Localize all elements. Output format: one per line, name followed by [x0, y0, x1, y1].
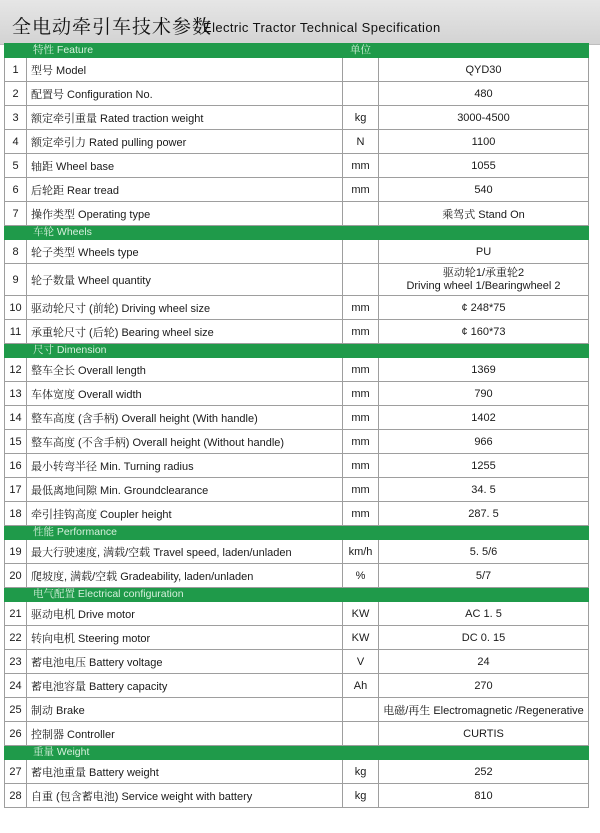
row-number: 2 — [5, 82, 27, 106]
feature-cell: 蓄电池容量 Battery capacity — [27, 674, 343, 698]
unit-cell: mm — [343, 154, 379, 178]
feature-cell: 最小转弯半径 Min. Turning radius — [27, 454, 343, 478]
section-unit-header: 单位 — [343, 44, 379, 58]
value-cell: QYD30 — [379, 58, 589, 82]
table-row — [5, 296, 589, 320]
table-row — [5, 698, 589, 722]
table-row — [5, 358, 589, 382]
section-spacer — [5, 588, 27, 602]
table-row — [5, 320, 589, 344]
section-label: 性能 Performance — [27, 526, 343, 540]
unit-cell: mm — [343, 382, 379, 406]
value-cell: 乘驾式 Stand On — [379, 202, 589, 226]
unit-cell — [343, 240, 379, 264]
table-row — [5, 106, 589, 130]
value-cell: 34. 5 — [379, 478, 589, 502]
feature-cell: 驱动轮尺寸 (前轮) Driving wheel size — [27, 296, 343, 320]
unit-cell: V — [343, 650, 379, 674]
unit-cell — [343, 722, 379, 746]
spec-table — [4, 43, 589, 808]
unit-cell — [343, 82, 379, 106]
unit-cell: Ah — [343, 674, 379, 698]
feature-cell: 整车高度 (不含手柄) Overall height (Without handle) — [27, 430, 343, 454]
table-row — [5, 130, 589, 154]
section-value-spacer — [379, 526, 589, 540]
row-number: 15 — [5, 430, 27, 454]
value-cell: 540 — [379, 178, 589, 202]
table-row — [5, 430, 589, 454]
table-row — [5, 722, 589, 746]
unit-cell — [343, 698, 379, 722]
row-number: 26 — [5, 722, 27, 746]
unit-cell: mm — [343, 320, 379, 344]
section-label: 车轮 Wheels — [27, 226, 343, 240]
row-number: 20 — [5, 564, 27, 588]
unit-cell: mm — [343, 406, 379, 430]
feature-cell: 轮子数量 Wheel quantity — [27, 264, 343, 296]
value-cell: 287. 5 — [379, 502, 589, 526]
row-number: 14 — [5, 406, 27, 430]
row-number: 25 — [5, 698, 27, 722]
value-line-1: 驱动轮1/承重轮2 — [442, 266, 525, 279]
unit-cell: km/h — [343, 540, 379, 564]
section-header-row — [5, 588, 589, 602]
section-unit-header — [343, 746, 379, 760]
value-line-2: Driving wheel 1/Bearingwheel 2 — [406, 279, 561, 292]
row-number: 19 — [5, 540, 27, 564]
table-row — [5, 626, 589, 650]
table-row — [5, 760, 589, 784]
table-row — [5, 650, 589, 674]
section-label: 特性 Feature — [27, 44, 343, 58]
section-spacer — [5, 526, 27, 540]
row-number: 12 — [5, 358, 27, 382]
page-header — [0, 0, 600, 45]
feature-cell: 额定牵引重量 Rated traction weight — [27, 106, 343, 130]
unit-cell: kg — [343, 106, 379, 130]
row-number: 4 — [5, 130, 27, 154]
feature-cell: 控制器 Controller — [27, 722, 343, 746]
unit-cell: mm — [343, 502, 379, 526]
table-row — [5, 602, 589, 626]
unit-cell: kg — [343, 760, 379, 784]
value-cell: 5/7 — [379, 564, 589, 588]
feature-cell: 蓄电池重量 Battery weight — [27, 760, 343, 784]
feature-cell: 制动 Brake — [27, 698, 343, 722]
section-header-row — [5, 226, 589, 240]
unit-cell: mm — [343, 178, 379, 202]
section-label: 尺寸 Dimension — [27, 344, 343, 358]
value-cell: 1402 — [379, 406, 589, 430]
feature-cell: 后轮距 Rear tread — [27, 178, 343, 202]
row-number: 23 — [5, 650, 27, 674]
table-row — [5, 564, 589, 588]
unit-cell: KW — [343, 602, 379, 626]
value-cell: PU — [379, 240, 589, 264]
unit-cell: KW — [343, 626, 379, 650]
feature-cell: 最低离地间隙 Min. Groundclearance — [27, 478, 343, 502]
section-unit-header — [343, 226, 379, 240]
value-cell: 270 — [379, 674, 589, 698]
row-number: 18 — [5, 502, 27, 526]
value-cell: 480 — [379, 82, 589, 106]
title-english: Electric Tractor Technical Specification — [203, 20, 441, 35]
section-value-spacer — [379, 588, 589, 602]
table-row — [5, 674, 589, 698]
unit-cell: kg — [343, 784, 379, 808]
table-row — [5, 382, 589, 406]
feature-cell: 转向电机 Steering motor — [27, 626, 343, 650]
table-row — [5, 540, 589, 564]
row-number: 13 — [5, 382, 27, 406]
unit-cell: mm — [343, 430, 379, 454]
unit-cell — [343, 264, 379, 296]
table-row — [5, 202, 589, 226]
value-cell: 810 — [379, 784, 589, 808]
table-row — [5, 502, 589, 526]
feature-cell: 整车高度 (含手柄) Overall height (With handle) — [27, 406, 343, 430]
feature-cell: 轮子类型 Wheels type — [27, 240, 343, 264]
section-header-row — [5, 746, 589, 760]
row-number: 27 — [5, 760, 27, 784]
feature-cell: 最大行驶速度, 满载/空载 Travel speed, laden/unladen — [27, 540, 343, 564]
value-cell: 电磁/再生 Electromagnetic /Regenerative — [379, 698, 589, 722]
section-header-row — [5, 344, 589, 358]
row-number: 28 — [5, 784, 27, 808]
feature-cell: 整车全长 Overall length — [27, 358, 343, 382]
unit-cell: mm — [343, 454, 379, 478]
unit-cell: mm — [343, 478, 379, 502]
row-number: 5 — [5, 154, 27, 178]
feature-cell: 操作类型 Operating type — [27, 202, 343, 226]
feature-cell: 自重 (包含蓄电池) Service weight with battery — [27, 784, 343, 808]
unit-cell: N — [343, 130, 379, 154]
value-cell: 790 — [379, 382, 589, 406]
feature-cell: 轴距 Wheel base — [27, 154, 343, 178]
section-unit-header — [343, 526, 379, 540]
value-cell — [379, 264, 589, 296]
table-row — [5, 264, 589, 296]
table-row — [5, 478, 589, 502]
table-row — [5, 58, 589, 82]
section-spacer — [5, 44, 27, 58]
value-cell: 1369 — [379, 358, 589, 382]
unit-cell: mm — [343, 296, 379, 320]
section-value-spacer — [379, 44, 589, 58]
section-unit-header — [343, 588, 379, 602]
section-spacer — [5, 746, 27, 760]
feature-cell: 额定牵引力 Rated pulling power — [27, 130, 343, 154]
row-number: 22 — [5, 626, 27, 650]
feature-cell: 配置号 Configuration No. — [27, 82, 343, 106]
table-row — [5, 454, 589, 478]
unit-cell: % — [343, 564, 379, 588]
row-number: 6 — [5, 178, 27, 202]
feature-cell: 承重轮尺寸 (后轮) Bearing wheel size — [27, 320, 343, 344]
row-number: 16 — [5, 454, 27, 478]
unit-cell — [343, 58, 379, 82]
section-label: 电气配置 Electrical configuration — [27, 588, 343, 602]
title-chinese: 全电动牵引车技术参数 — [12, 16, 213, 38]
row-number: 3 — [5, 106, 27, 130]
section-label: 重量 Weight — [27, 746, 343, 760]
table-row — [5, 406, 589, 430]
section-value-spacer — [379, 226, 589, 240]
section-header-row — [5, 526, 589, 540]
row-number: 9 — [5, 264, 27, 296]
section-spacer — [5, 344, 27, 358]
value-cell: 24 — [379, 650, 589, 674]
value-cell: AC 1. 5 — [379, 602, 589, 626]
section-value-spacer — [379, 746, 589, 760]
value-cell: DC 0. 15 — [379, 626, 589, 650]
feature-cell: 驱动电机 Drive motor — [27, 602, 343, 626]
value-cell: 5. 5/6 — [379, 540, 589, 564]
value-cell: CURTIS — [379, 722, 589, 746]
feature-cell: 爬坡度, 满载/空载 Gradeability, laden/unladen — [27, 564, 343, 588]
value-cell: 3000-4500 — [379, 106, 589, 130]
table-row — [5, 82, 589, 106]
section-value-spacer — [379, 344, 589, 358]
feature-cell: 牵引挂钩高度 Coupler height — [27, 502, 343, 526]
value-cell: 966 — [379, 430, 589, 454]
row-number: 10 — [5, 296, 27, 320]
value-cell: 1100 — [379, 130, 589, 154]
table-row — [5, 154, 589, 178]
feature-cell: 车体宽度 Overall width — [27, 382, 343, 406]
value-cell: ¢ 248*75 — [379, 296, 589, 320]
row-number: 24 — [5, 674, 27, 698]
unit-cell — [343, 202, 379, 226]
feature-cell: 蓄电池电压 Battery voltage — [27, 650, 343, 674]
row-number: 17 — [5, 478, 27, 502]
row-number: 21 — [5, 602, 27, 626]
spec-table-body — [5, 44, 589, 808]
table-row — [5, 240, 589, 264]
table-row — [5, 784, 589, 808]
row-number: 11 — [5, 320, 27, 344]
row-number: 1 — [5, 58, 27, 82]
value-cell: 1255 — [379, 454, 589, 478]
unit-cell: mm — [343, 358, 379, 382]
section-spacer — [5, 226, 27, 240]
row-number: 7 — [5, 202, 27, 226]
section-unit-header — [343, 344, 379, 358]
value-cell: 1055 — [379, 154, 589, 178]
row-number: 8 — [5, 240, 27, 264]
value-cell: ¢ 160*73 — [379, 320, 589, 344]
value-cell: 252 — [379, 760, 589, 784]
feature-cell: 型号 Model — [27, 58, 343, 82]
table-row — [5, 178, 589, 202]
section-header-row — [5, 44, 589, 58]
